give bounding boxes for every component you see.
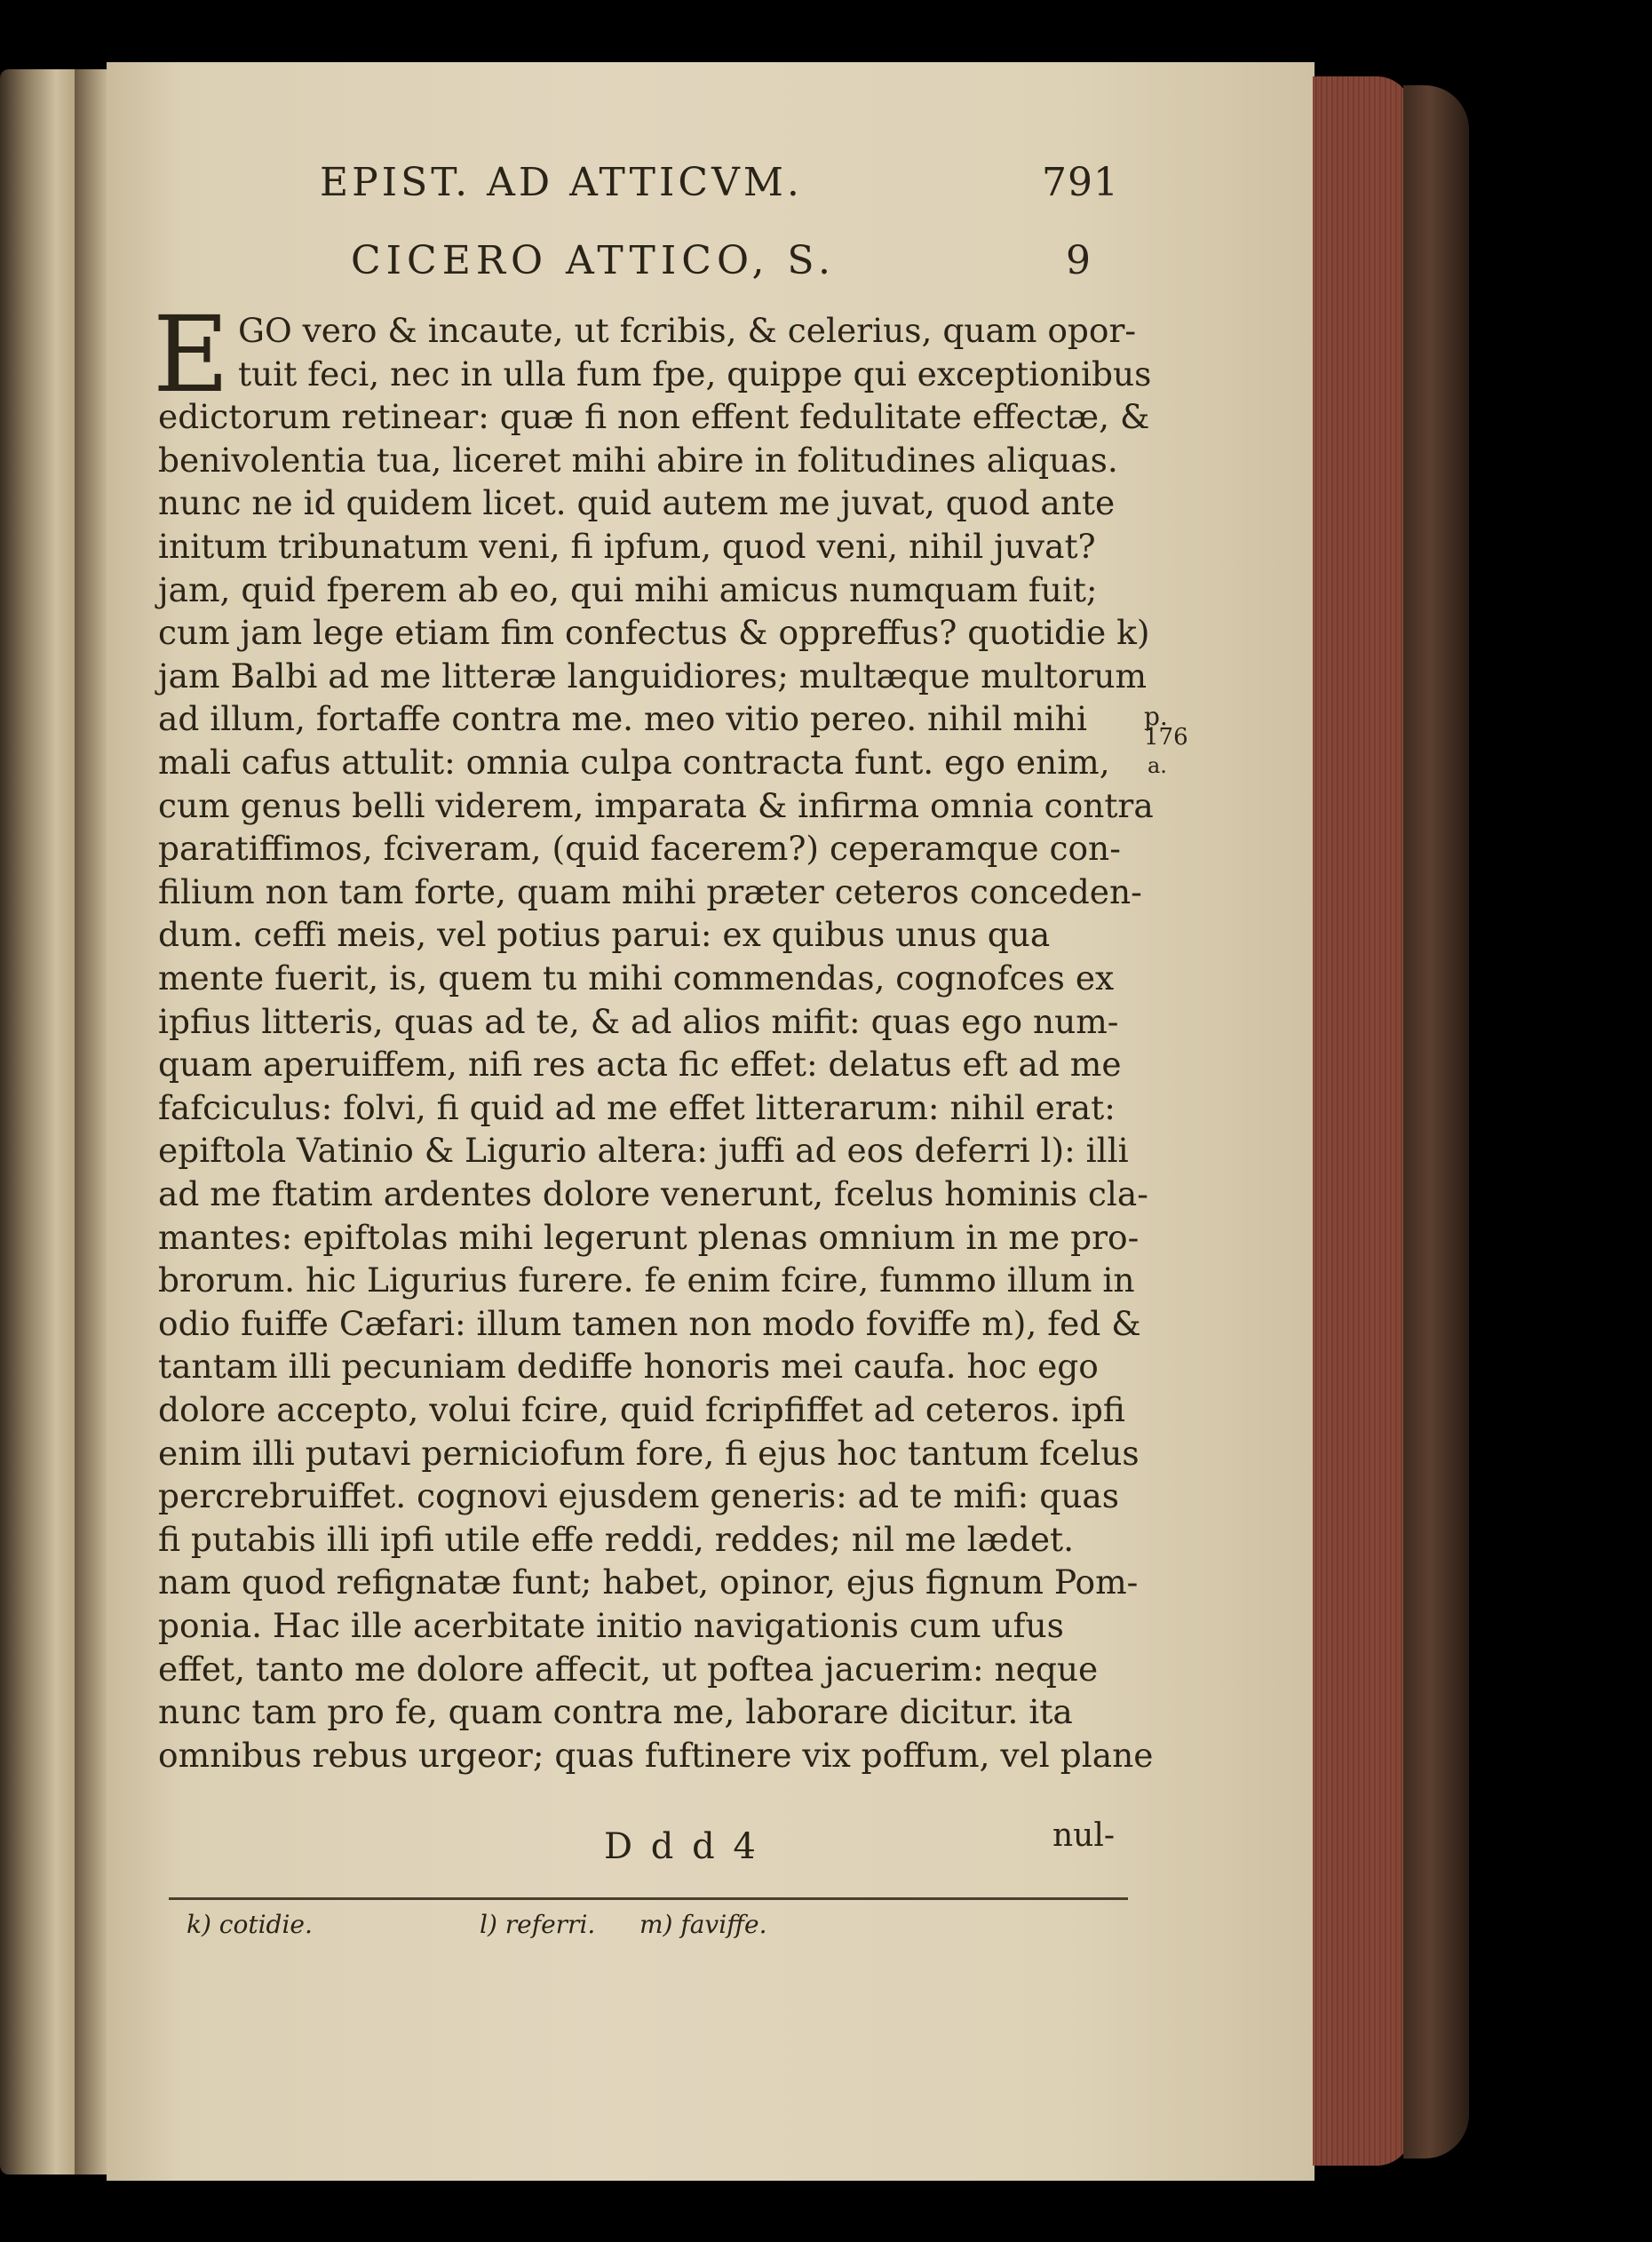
text-line: omnibus rebus urgeor; quas fuftinere vix poffum, vel plane [158,1735,1154,1775]
text-line: benivolentia tua, liceret mihi abire in folitudines aliquas. [158,440,1118,480]
text-line: fafciculus: folvi, fi quid ad me effet litterarum: nihil erat: [158,1087,1116,1127]
drop-cap: E [153,293,230,416]
text-line: dum. ceffi meis, vel potius parui: ex quibus unus qua [158,915,1051,955]
text-line: effet, tanto me dolore affecit, ut poftea jacuerim: neque [158,1649,1099,1689]
text-line: ad me ftatim ardentes dolore venerunt, fcelus hominis cla- [158,1174,1148,1213]
text-line: jam, quid fperem ab eo, qui mihi amicus numquam fuit; [158,569,1098,609]
text-line: mantes: epiftolas mihi legerunt plenas omnium in me pro- [158,1217,1140,1257]
text-line: mali cafus attulit: omnia culpa contracta funt. ego enim, [158,743,1110,782]
text-line: odio fuiffe Cæfari: illum tamen non modo foviffe m), fed & [158,1303,1141,1343]
text-line: ponia. Hac ille acerbitate initio navigationis cum ufus [158,1606,1064,1645]
text-line: cum jam lege etiam fim confectus & oppreffus? quotidie k) [158,613,1150,653]
text-line: nam quod refignatæ funt; habet, opinor, ejus fignum Pom- [158,1562,1139,1602]
margin-note-number: 176 [1144,724,1188,751]
letter-number: 9 [1066,238,1091,283]
text-line: cum genus belli viderem, imparata & infirma omnia contra [158,785,1154,825]
text-line: mente fuerit, is, quem tu mihi commendas, cognofces ex [158,958,1115,998]
text-line: paratiffimos, fciveram, (quid facerem?) ceperamque con- [158,829,1121,869]
text-line: initum tribunatum veni, fi ipfum, quod veni, nihil juvat? [158,527,1096,566]
left-page-edge [0,69,75,2174]
footnote-l: l) referri. [480,1910,596,1939]
text-line: quam aperuiffem, nifi res acta fic effet: delatus eft ad me [158,1045,1122,1085]
signature-mark: D d d 4 [604,1826,759,1867]
footnote-k: k) cotidie. [187,1910,313,1939]
book-cover-edge [1403,85,1469,2159]
text-line: dolore accepto, volui fcire, quid fcripfiffet ad ceteros. ipfi [158,1390,1125,1429]
running-title: EPIST. AD ATTICVM. [320,160,803,205]
text-line: filium non tam forte, quam mihi præter ceteros conceden- [158,871,1142,911]
footnote-rule [169,1897,1128,1900]
text-line: brorum. hic Ligurius furere. fe enim fcire, fummo illum in [158,1260,1135,1300]
text-line: ad illum, fortaffe contra me. meo vitio pereo. nihil mihi [158,699,1087,739]
text-line: tantam illi pecuniam dediffe honoris mei caufa. hoc ego [158,1347,1099,1387]
footnote-m: m) faviffe. [639,1910,767,1939]
text-line: tuit feci, nec in ulla fum fpe, quippe qui exceptionibus [238,354,1152,394]
text-line: edictorum retinear: quæ fi non effent fedulitate effectæ, & [158,397,1150,437]
margin-note-a: a. [1148,753,1167,778]
text-line: fi putabis illi ipfi utile effe reddi, reddes; nil me lædet. [158,1519,1075,1559]
text-line: enim illi putavi perniciofum fore, fi ejus hoc tantum fcelus [158,1433,1140,1473]
text-line: epiftola Vatinio & Ligurio altera: juffi ad eos deferri l): illi [158,1131,1129,1171]
text-line: percrebruiffet. cognovi ejusdem generis: ad te mifi: quas [158,1476,1119,1516]
book-gutter [75,69,110,2174]
catchword: nul- [1052,1817,1116,1854]
page-edges [1313,76,1412,2166]
letter-title: CICERO ATTICO, S. [351,238,836,283]
text-line: nunc ne id quidem licet. quid autem me juvat, quod ante [158,483,1116,523]
text-line: GO vero & incaute, ut fcribis, & celerius, quam opor- [238,311,1137,350]
page-number: 791 [1042,160,1119,205]
text-line: nunc tam pro fe, quam contra me, laborare dicitur. ita [158,1692,1073,1732]
margin-note-p: p. [1144,702,1168,731]
text-line: jam Balbi ad me litteræ languidiores; multæque multorum [158,656,1148,696]
running-header [320,160,1119,213]
text-line: ipfius litteris, quas ad te, & ad alios mifit: quas ego num- [158,1001,1119,1041]
